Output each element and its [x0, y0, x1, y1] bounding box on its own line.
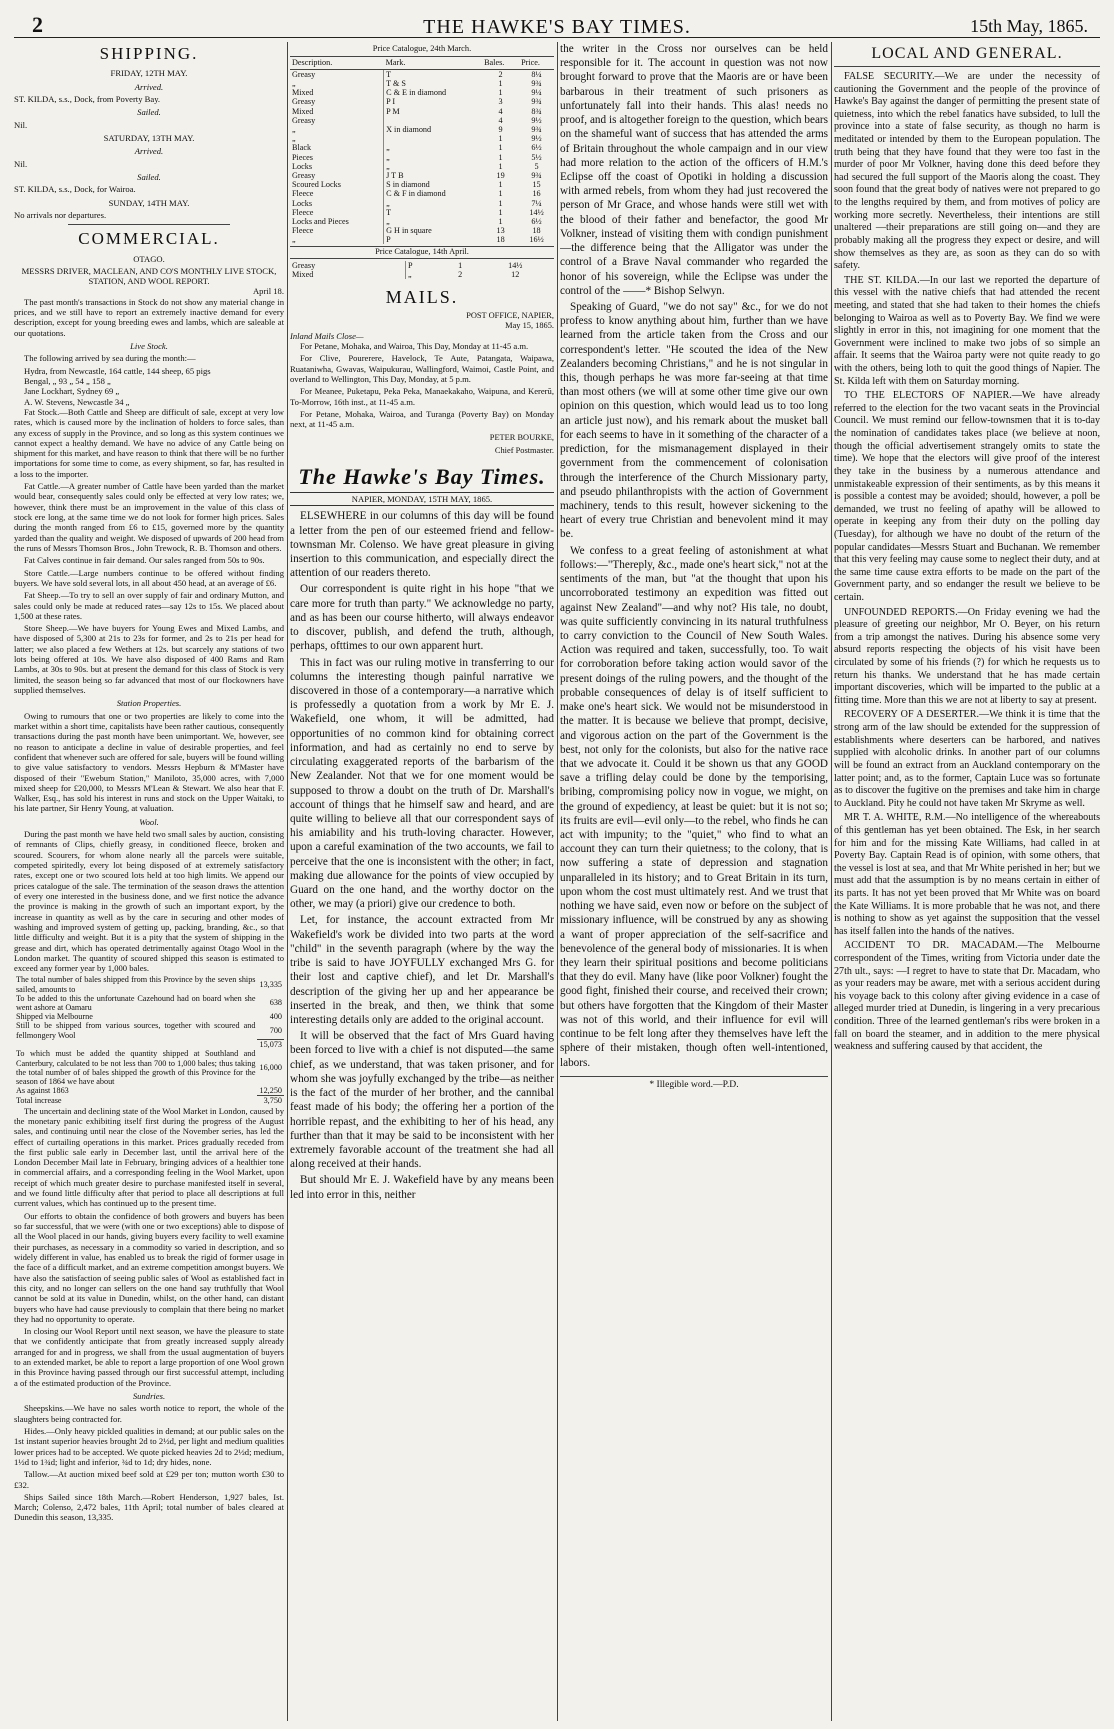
shipping-entry: No arrivals nor departures.	[14, 209, 107, 220]
table-cell: P M	[384, 107, 482, 116]
mail-entry: For Petane, Mohaka, and Wairoa, This Day, Monday at 11-45 a.m.	[300, 341, 529, 351]
paragraph: Let, for instance, the account extracted from Mr Wakefield's work be divided into two parts at the word "child" in the seventh paragraph (where by the way the tribe is said to have JOYFULLY exchanged Mrs G. for their lost and captive chief), and let Dr. Marshall's description of the giving her up and her appearance be inserted in the break, and then, we think that some interesting details only are added to the original account.	[290, 914, 554, 1027]
column-rule	[287, 42, 288, 1721]
table-cell: 6½	[531, 143, 542, 153]
day-heading: FRIDAY, 12TH MAY.	[110, 68, 188, 79]
table-cell: T & S	[384, 79, 482, 88]
arrival-row: A. W. Stevens, Newcastle 34 „	[24, 396, 130, 407]
table-cell: P I	[384, 97, 482, 106]
table-cell: Locks and Pieces	[292, 216, 349, 226]
catalogue-caption: Price Catalogue, 14th April.	[290, 246, 554, 258]
table-cell: Mixed	[292, 106, 314, 116]
table-row	[290, 125, 554, 134]
paragraph: It will be observed that the fact of Mrs Guard having been forced to live with a chief is not disputed—the same chief, as we understand, that was taken prisoner, and for whom she was joyfully exchanged by the tribe—as neither is the fact of the murder of her brother, and the cannibal feast made of his body; the offering her a portion of the horrible repast, and the exhibiting to her of his head, any further than that it may be said to be inconsistent with her extremely favorable account of the treatment she had all along received at their hands.	[290, 1030, 554, 1171]
table-row	[290, 143, 554, 152]
table-cell: 12,250	[259, 1086, 282, 1096]
table-cell: 6½	[531, 216, 542, 226]
table-row	[290, 153, 554, 162]
table-cell: Fleece	[292, 189, 314, 199]
masthead	[14, 14, 1100, 38]
table-cell: 14½	[529, 207, 544, 217]
table-cell: 9¾	[531, 125, 542, 135]
table-cell: 1	[498, 198, 503, 208]
table-cell: Greasy	[292, 97, 316, 107]
paragraph: Store Sheep.—We have buyers for Young Ewes and Mixed Lambs, and have disposed of 5,300 at 21s to 23s for former, and 2s to 21s per head for latter; we also placed a few Wethers at 12s. but scarcely any stations of two lots being offered at 10s. We have also disposed of 400 Rams and Ram Lambs, at 30s to 90s. but at present the demand for this class of Stock is very limited, the season being so far advanced that most of our flockowners have supplied themselves.	[14, 623, 284, 696]
table-cell: 9¾	[531, 79, 542, 89]
table-cell: Mixed	[292, 88, 314, 98]
table-row	[290, 97, 554, 106]
divider	[68, 224, 230, 225]
column-editorial-continued	[560, 42, 828, 1721]
table-cell: 400	[269, 1012, 282, 1022]
mails-heading: MAILS.	[385, 286, 459, 307]
table-cell: X in diamond	[384, 125, 482, 134]
subheading: Arrived.	[134, 81, 164, 92]
table-cell: 3	[498, 97, 503, 107]
price-catalogue-table	[290, 261, 554, 279]
issue-date: 15th May, 1865.	[970, 16, 1088, 36]
shipping-entry: ST. KILDA, s.s., Dock, for Wairoa.	[14, 184, 136, 195]
table-cell: 2	[458, 269, 463, 279]
table-cell: „	[384, 143, 482, 152]
paragraph: Our efforts to obtain the confidence of both growers and buyers has been so far successful, that we were (with one or two exceptions) able to dispose of all the Wool placed in our hands, giving buyers every facility to well examine their purchases, as necessary in a commodity so varied in description, and so widely different in value, has enabled us to break the rigid of former usage in the face of a difficult market, and an extreme competition amongst buyers. We have also the satisfaction of seeing public sales of Wool as established fact in this city, and no longer can sellers on the one hand say truthfully that Wool cannot be sold at its value in Dunedin, whilst, on the other hand, can distant buyers who have had cause previously to complain that there being no market they had no opportunity to operate.	[14, 1210, 284, 1324]
table-cell: G H in square	[384, 226, 482, 235]
table-cell: S in diamond	[384, 180, 482, 189]
paragraph: In closing our Wool Report until next season, we have the pleasure to state that we confidently anticipate that from greatly increased supply already arranged for and in progress, we shall from the usual augmentation of buyers to an extended market, be able to report a large proportion of one Wool grown in this Province having passed through our first successful attempt, including a of the estimated production of the Province.	[14, 1326, 284, 1388]
table-cell: 8¼	[531, 69, 542, 79]
table-cell: T	[384, 208, 482, 217]
report-date: April 18.	[252, 286, 284, 297]
table-cell: 2	[498, 69, 503, 79]
paragraph: MR T. A. WHITE, R.M.—No intelligence of the whereabouts of this gentleman has yet been obtained. The Esk, in her search for him and for the missing Kate Williams, had called in at Poverty Bay. Captain Read is of opinion, with some others, that the vessel is lost at sea, and that Mr White perished in her; but we must add that the assumption is by no means certain in either of its parts. It has not yet been proved that Mr White was on board the Kate Williams. It is more probable that he was not, and there is nothing to show as yet against the supposition that the vessel has itself fallen into the hands of the natives.	[834, 812, 1100, 937]
table-cell: 4	[498, 106, 503, 116]
table-cell: 13	[496, 226, 505, 236]
table-cell: Mixed	[292, 269, 314, 279]
table-cell: 18	[532, 226, 541, 236]
table-row	[14, 1021, 284, 1039]
table-cell: 1	[498, 152, 503, 162]
paragraph: But should Mr E. J. Wakefield have by any means been led into error in this, neither	[290, 1174, 554, 1201]
paragraph: The following arrived by sea during the month:—	[24, 353, 196, 364]
paragraph: Fat Cattle.—A greater number of Cattle have been yarded than the market would bear, consequently sales could only be effected at very low rates; we, however, think there must be an improvement in the value of this class of stock ere long, at the same time we do not look for former high prices. Sales during the month ranged from £6 to £15, governed more by the quantity yarded than the quality and weight. We disposed of upwards of 200 head from the runs of Messrs Thomson Bros., John Trewock, R. B. Thomson and others.	[14, 481, 284, 553]
table-cell: 16	[532, 189, 541, 199]
table-row	[290, 134, 554, 143]
paragraph: During the past month we have held two small sales by auction, consisting of remnants of Clips, chiefly greasy, in conditioned fleece, broken and scoured. Scourers, for whom alone nearly all the parcels were suitable, competed spiritedly, every lot being disposed of at extremely satisfactory rates, except one or two scoured lots held at too high limits. We append our prices catalogue of the sale. The termination of the season draws the attention of every one interested in the business done, and we first notice the advance the province is making in the growth of such an important export, by the increase in quantity as well as by the care in securing and other modes of washing and improved system of getting up, packing, branding, &c., so that little difficulty and weight. But it is a pity that the system of shipping in the grease and dirt, which has operated detrimentally against Otago Wool in the London market. The quantity of scoured shipped this season is estimated to exceed any former year by 1,000 bales.	[14, 829, 284, 974]
table-row	[14, 975, 284, 993]
table-cell: 1	[498, 79, 503, 89]
table-cell: P	[405, 261, 443, 270]
column-catalogue-mails-editorial	[290, 42, 554, 1721]
mail-entry: For Meanee, Puketapu, Peka Peka, Manaekakaho, Waipuna, and Kererū, To-Morrow, 16th inst., at 11-45 a.m.	[290, 386, 554, 407]
paragraph: the writer in the Cross nor ourselves can be held responsible for it. The account in question was not now brought forward to prove that the Maoris are or have been barbarous in their treatment of such prisoners as unfortunately fall into their hands. This alas! needs no proof, and is altogether foreign to the question, which bears on the shameful want of success that has attended the arms of Britain throughout the whole campaign and in our view had more relation to the action of the officers of H.M.'s Eclipse off the coast of Opotiki in holding a discussion with armed rebels, from whom they had just recovered the person of Mr Grace, and whose hands were still wet with the blood of their father and benefactor, the good Mr Volkner, instead of visiting them with condign punishment—the difference being that the Alligator was under the control of a Brave Naval commander who regarded the honor of his sovereign, while the Eclipse was under the control of the ——* Bishop Selwyn.	[560, 43, 828, 297]
paragraph: Sheepskins.—We have no sales worth notice to report, the whole of the slaughters being contracted for.	[14, 1403, 284, 1424]
subheading: Sundries.	[132, 1391, 166, 1402]
arrival-row: Jane Lockhart, Sydney 69 „	[24, 386, 120, 397]
column-shipping-commercial	[14, 42, 284, 1721]
paragraph: Hides.—Only heavy pickled qualities in demand; at our public sales on the 1st instant superior heavies brought 2d to 2½d, per light and medium qualities lower prices had to be accepted. We quote picked heavies 2d to 2½d; medium, 1½d to 1¾d; light and inferior, ¾d to 1d; dry hides, none.	[14, 1425, 284, 1467]
table-cell: 3,750	[257, 1096, 284, 1106]
table-cell: As against 1863	[16, 1086, 69, 1096]
table-cell: Total increase	[16, 1096, 62, 1106]
table-cell: 1	[498, 216, 503, 226]
subheading: Sailed.	[137, 171, 161, 182]
table-row	[290, 235, 554, 244]
post-office-line: POST OFFICE, NAPIER,	[466, 310, 554, 320]
table-cell: Greasy	[292, 69, 316, 79]
price-catalogue-table	[290, 56, 554, 244]
table-cell: 18	[496, 235, 505, 245]
table-cell: 9½	[531, 134, 542, 144]
table-cell: Greasy	[292, 170, 316, 180]
table-cell: P	[384, 235, 482, 244]
table-row	[14, 1086, 284, 1096]
paragraph: Tallow.—At auction mixed beef sold at £29 per ton; mutton worth £30 to £32.	[14, 1469, 284, 1490]
editorial-body	[290, 509, 554, 1202]
table-row	[290, 171, 554, 180]
subheading: Live Stock.	[130, 341, 168, 352]
paragraph: UNFOUNDED REPORTS.—On Friday evening we had the pleasure of greeting our neighbor, Mr O. Beyer, on his return from a trip amongst the natives. During his absence some very absurd reports respecting the objects of his visit have been circulated by some of his friends (?) for which he requests us to return his thanks. We understand that he has made certain important discoveries, which will be imparted to the public at a fitting time. More than this we are not at liberty to say at present.	[834, 606, 1100, 706]
paragraph: ACCIDENT TO DR. MACADAM.—The Melbourne correspondent of the Times, writing from Victoria under date the 27th ult., says: —I regret to have to state that Dr. Macadam, who as your readers may be aware, met with a serious accident during his voyage back to this colony after giving evidence in a case of alleged murder tried at Dunedin, is lingering in a very precarious condition. Three of the learned gentleman's ribs were broken in a fall on board the steamer, and in addition to the mere physical weakness and suffering caused by that accident, the	[834, 940, 1100, 1053]
paragraph: Store Cattle.—Large numbers continue to be offered without finding buyers. We have sold several lots, in all about 450 head, at an average of £6.	[14, 567, 284, 588]
page-number: 2	[32, 12, 43, 37]
table-cell: 15	[532, 180, 541, 190]
table-cell: Fleece	[292, 207, 314, 217]
paragraph: Ships Sailed since 18th March.—Robert Henderson, 1,927 bales, Ist. March; Colenso, 2,472 bales, 11th April; total number of bales cleared at Dunedin this season, 13,335.	[14, 1491, 284, 1523]
table-row	[290, 261, 554, 270]
table-row	[290, 88, 554, 97]
table-cell: 9¾	[531, 97, 542, 107]
table-row	[290, 116, 554, 125]
table-cell: 1	[458, 260, 463, 270]
column-header: Description.	[290, 57, 384, 70]
table-cell: 1	[498, 143, 503, 153]
table-cell: Fleece	[292, 226, 314, 236]
table-cell: 19	[496, 170, 505, 180]
catalogue-caption: Price Catalogue, 24th March.	[372, 44, 472, 53]
table-cell: 5	[534, 161, 539, 171]
column-rule	[831, 42, 832, 1721]
table-row	[290, 199, 554, 208]
table-cell: 7¼	[531, 198, 542, 208]
paragraph: RECOVERY OF A DESERTER.—We think it is time that the strong arm of the law should be extended for the suppression of establishments where deserters can be harbored, and natives supplied with alcoholic drinks. In another part of our columns will be found an extract from an Auckland contemporary on the latter point; and, as to the former, Captain Luce was so fortunate as to discover the fugitive on the premises and take him in charge to Auckland. Pity he could not have taken Mr Skryme as well.	[834, 709, 1100, 809]
table-row	[290, 189, 554, 198]
table-cell: 12	[511, 269, 520, 279]
paragraph: The uncertain and declining state of the Wool Market in London, caused by the monetary panic exhibiting itself first during the progress of the August sales, and continuing until near the close of the November series, has led the effect of curtailing operations in this market. Prices gradually receded from the first public sale early in December last, until the arrival here of the London December Mail late in February, bringing advices of a healthier tone in commercial affairs, and a corresponding feeling in the Wool Market, upon receipt of which much greater desire to purchase manifested itself in several, and we found little difficulty after that period to place all descriptions at full current values, which has continued up to the present time.	[14, 1105, 284, 1209]
table-cell: „	[292, 125, 296, 135]
shipping-entry: ST. KILDA, s.s., Dock, from Poverty Bay.	[14, 94, 161, 105]
day-heading: SUNDAY, 14TH MAY.	[108, 197, 190, 208]
table-cell: Black	[292, 143, 312, 153]
paragraph: Speaking of Guard, "we do not say" &c., for we do not profess to know anything about him, further than we have learned from the article taken from the Cross and our correspondent's letter. "He scouted the idea of the New Zealanders becoming Christians," and he is not singular in this, though perhaps he was more far-seeing at that time than most others (we will at some other time give our own opinion on this question, which would lead us to too long an article just now), and his remark about the musket ball for each seems to have in it something of the character of a prediction, for the mismanagement displayed in their government from the commencement of colonisation through the interference of the Church Missionary party, and pseudo philanthropists with the action of Government machinery, tends to this result, however sickening to the heart of every true Christian and benevolent mind it may be.	[560, 300, 828, 541]
table-cell: 9¾	[531, 170, 542, 180]
table-cell: Still to be shipped from various sources, together with scoured and fellmongery Wool	[16, 1021, 256, 1040]
table-row	[14, 1040, 284, 1050]
table-cell: 9½	[531, 115, 542, 125]
table-row	[290, 107, 554, 116]
paragraph: Fat Calves continue in fair demand. Our sales ranged from 50s to 90s.	[24, 555, 265, 566]
paragraph: Fat Stock.—Both Cattle and Sheep are difficult of sale, except at very low rates, which is caused more by the inclination of holders to force sales, than any excess of supply in the Province, and so long as this system continues we cannot expect a healthy demand. We have no advice of any Cattle being on shipment for this market, and have reason to think that there will be no further importations for some time to come, as every shipment, so far, has resulted in a loss to the importer.	[14, 406, 284, 479]
table-row	[290, 79, 554, 88]
shipping-heading: SHIPPING.	[99, 44, 199, 63]
arrival-row: Hydra, from Newcastle, 164 cattle, 144 sheep, 65 pigs	[24, 365, 211, 376]
table-cell: „	[384, 217, 482, 226]
table-cell: C & F in diamond	[384, 189, 482, 198]
table-cell: 9	[498, 125, 503, 135]
table-cell: 700	[269, 1025, 282, 1035]
table-cell: „	[384, 153, 482, 162]
table-cell: 15,073	[259, 1040, 282, 1050]
table-cell: 1	[498, 134, 503, 144]
table-cell: 5½	[531, 152, 542, 162]
post-office-date: May 15, 1865.	[505, 320, 554, 330]
table-cell: „	[384, 199, 482, 208]
table-cell: 13,335	[259, 980, 282, 990]
table-cell: 1	[498, 161, 503, 171]
arrival-row: Bengal, „ 93 „ 54 „ 158 „	[24, 375, 111, 386]
mail-entry: For Clive, Pourerere, Havelock, Te Aute, Patangata, Waipawa, Ruataniwha, Gwavas, Waipukurau, Wallingford, Waimoi, Castle Point, and overland to Wellington, This Day, Monday, at 5 p.m.	[290, 353, 554, 384]
table-cell: The total number of bales shipped from this Province by the seven ships sailed, amounts to	[16, 975, 256, 994]
table-cell: Shipped via Melbourne	[16, 1012, 93, 1022]
table-cell: Greasy	[292, 260, 316, 270]
subheading: Wool.	[139, 816, 159, 827]
table-cell: C & E in diamond	[384, 88, 482, 97]
table-cell: Locks	[292, 198, 313, 208]
table-row	[14, 1012, 284, 1021]
table-cell: 9¼	[531, 88, 542, 98]
mail-entry: For Petane, Mohaka, Wairoa, and Turanga (Poverty Bay) on Monday next, at 11-45 a.m.	[290, 408, 554, 430]
table-row	[290, 162, 554, 171]
column-header: Mark.	[384, 57, 482, 70]
column-local-general	[834, 42, 1100, 1721]
table-cell: Greasy	[292, 115, 316, 125]
shipping-entry: Nil.	[14, 119, 28, 130]
subheading: Arrived.	[134, 146, 164, 157]
table-cell: J T B	[384, 171, 482, 180]
day-heading: SATURDAY, 13TH MAY.	[103, 132, 195, 143]
paragraph: ELSEWHERE in our columns of this day will be found a letter from the pen of our esteemed friend and fellow-townsman Mr. Colenso. We have great pleasure in giving insertion to this communication, and especially direct the attention of our readers thereto.	[290, 510, 554, 580]
table-cell: 16½	[529, 235, 544, 245]
table-cell: 638	[269, 998, 282, 1008]
signatory-title: Chief Postmaster.	[494, 445, 554, 455]
local-general-heading: LOCAL AND GENERAL.	[834, 44, 1100, 67]
signatory: PETER BOURKE,	[489, 432, 554, 442]
table-cell: „	[384, 162, 482, 171]
table-row	[290, 69, 554, 79]
commercial-heading: COMMERCIAL.	[78, 229, 220, 249]
paragraph: This in fact was our ruling motive in transferring to our columns the interesting though painful narrative we discovered in those of a contemporary—a narrative which is professedly a quotation from a work by Mr E. J. Wakefield, one whom, it will be admitted, had opportunities of no common kind for obtaining correct information, and had as certainly no end to serve by circulating exaggerated reports of the barbarism of the New Zealander. Not that we for one moment would be supposed to throw a doubt on the truth of Dr. Marshall's account of things that he himself saw and heard, and are quite willing to believe all that our correspondent says of his amiability and his truth-loving character. However, upon a careful examination of the two accounts, we fail to perceive that the one is inconsistent with the other; in fact, making due allowance for the points of view occupied by Guard on the one hand, and the worthy doctor on the other, we may (a priori) give our credence to both.	[290, 656, 554, 911]
mails-subheading: Inland Mails Close—	[290, 330, 364, 341]
subheading: Station Properties.	[116, 698, 182, 709]
table-row	[14, 994, 284, 1012]
newspaper-title: THE HAWKE'S BAY TIMES.	[423, 16, 691, 38]
paragraph: The past month's transactions in Stock do not show any material change in prices, and we still have to report an extremely inactive demand for every description, except for young breeding ewes and lambs, which are saleable at our quotations.	[14, 296, 284, 338]
report-heading: MESSRS DRIVER, MACLEAN, AND CO'S MONTHLY LIVE STOCK, STATION, AND WOOL REPORT.	[21, 265, 277, 287]
table-row	[290, 208, 554, 217]
column-rule	[557, 42, 558, 1721]
table-cell: Locks	[292, 161, 313, 171]
paragraph: We confess to a great feeling of astonishment at what follows:—"Thereply, &c., made one's heart sick," not at the sentiments of the man, but "at the thought that upon his uncorroborated testimony an expedition was fitted out against New Zealand"—and why not? His tale, no doubt, was quite sufficiently convincing in its natural truthfulness to carry conviction to the Council of New South Wales. Action was required and taken, successfully, too. To wait for corroboration before taking action would savor of the present doings of the ruling powers, and the thought of the probable consequences of delay is of itself sufficient to make one's heart sick. We would not be misunderstood in the matter. It is because we believe that prompt, decisive, and vigorous action on the part of the Government is the best, not only for the colonists, but also for the native race that we advocate it. Could it be shown us that any GOOD save a trifling delay could be done by the temporising, bribing, compromising policy now in vogue, we might, on the ground of expediency, at least be quiet: but it is not so; its fruits are evil—evil only—to the rebel, who finds he can act with impunity; to the "quiet," who find to what an account they can turn their quietness; to the colony, that is now suffering a state of depression and stagnation unparalleled in its history; and to Great Britain in its turn, upon whom the cost must ultimately rest. And we trust that nothing we have said, even now or before on the subject of missionary influence, will be construed by any as showing a want of proper appreciation of the self-sacrifice and benevolence of the general body of missionaries. It is when they learn their spiritual positions and become politicians that they do evil. Many have (like poor Volkner) fought the good fight, finished their course, and received their crown; but others have forgotten that the Kingdom of their Master was not of this world, and their influence for evil will continue to be felt long after they themselves have left the sphere of their mistaken, though often well-intentioned, labors.	[560, 544, 828, 1069]
table-header-row	[290, 57, 554, 70]
table-cell: „	[405, 270, 443, 279]
table-cell	[384, 116, 482, 125]
table-cell: 8¾	[531, 106, 542, 116]
table-cell: 1	[498, 189, 503, 199]
paragraph: THE ST. KILDA.—In our last we reported the departure of this vessel with the native chiefs that had attended the recent meeting, and stated that she had taken to their homes the chiefs belonging to Wairoa as well as to Poverty Bay. We find we were slightly in error in this, not imagining for one moment that the Government were inclined to make two jobs of so simple an affair. It seems that the Wairoa party were not quite ready to go with the others, being loth to quit the good things of Napier. The St. Kilda left with them on Saturday morning.	[834, 274, 1100, 387]
table-cell: To be added to this the unfortunate Cazehound had on board when she went ashore at Oamaru	[16, 993, 256, 1013]
table-cell: 1	[498, 88, 503, 98]
region-heading: OTAGO.	[133, 253, 165, 264]
paragraph: TO THE ELECTORS OF NAPIER.—We have already referred to the election for the two vacant seats in the Provincial Council. We must remind our fellow-townsmen that it is to-day the nomination of candidates takes place (we believe at noon, though the official advertisement strangely omits to state the time). We hope that the electors will give proof of the interest they take in the business by a numerous attendance and unmistakeable expression of their sentiments, as by this means it is possible a contest may be avoided; should, however, a poll be demanded, we trust no feeling of apathy will be allowed to operate in keeping any from their duty on the polling day (Tuesday), for although we have no doubt of the return of the popular candidates—Messrs Stuart and Buchanan. We remember that this very feeling may cause some to neglect their duty, and at the same time cause extra efforts to be made on the part of the Government party, and so endanger the result we believe to be certain.	[834, 390, 1100, 603]
table-cell: 16,000	[259, 1063, 282, 1073]
footnote: * Illegible word.—P.D.	[560, 1076, 828, 1091]
table-cell: 1	[498, 180, 503, 190]
editorial-dateline: NAPIER, MONDAY, 15TH MAY, 1865.	[290, 492, 554, 506]
table-row	[290, 270, 554, 279]
column-header: Price.	[519, 57, 554, 70]
table-cell: 4	[498, 115, 503, 125]
newspaper-banner: The Hawke's Bay Times.	[298, 463, 546, 489]
table-cell	[384, 134, 482, 143]
table-cell: 14½	[508, 260, 523, 270]
paragraph: Fat Sheep.—To try to sell an over supply of fair and ordinary Mutton, and sales could only be made at reduced rates—say 12s to 15s. We placed about 1,500 at these rates.	[14, 590, 284, 621]
paragraph: FALSE SECURITY.—We are under the necessity of cautioning the Government and the people of the province of Hawke's Bay against the danger of permitting the present state of quietness, into which the rebel fanatics have subsided, to lull the province into a state of false security, as though no harm is meditated or intended by them to the European population. The truth being that they have found that they were too fast in the murder of poor Mr Volkner, having done this deed before they had secured the full support of the Maoris along the coast. They soon found that the great body of natives were not prepared to go to the lengths required by them, and from motives of policy are working more secretly. Nevertheless, their intentions are still unaltered —their preparations are still going on—and they are probably making all the progress they expect or desire, and will show themselves as they are, as soon as they can do so with safety.	[834, 71, 1100, 272]
table-row	[290, 180, 554, 189]
table-row	[14, 1096, 284, 1106]
table-cell: Pieces	[292, 152, 313, 162]
column-header: Bales.	[482, 57, 519, 70]
table-row	[290, 226, 554, 235]
table-cell: 1	[498, 207, 503, 217]
wool-summary-table	[14, 975, 284, 1105]
table-cell: Scoured Locks	[292, 180, 341, 190]
table-cell: „	[292, 134, 296, 144]
table-cell: T	[384, 69, 482, 79]
table-cell: „	[292, 79, 296, 89]
table-cell: To which must be added the quantity shipped at Southland and Canterbury, calculated to be not less than 700 to 1,000 bales; thus taking the total number of of bales shipped the growth of this Province for the season of 1864 we have about	[16, 1049, 256, 1087]
table-row	[14, 1049, 284, 1086]
shipping-entry: Nil.	[14, 158, 28, 169]
paragraph: Our correspondent is quite right in his hope "that we care more for truth than party." We acknowledge no party, and as has been our course hitherto, will always endeavor to discover, publish, and defend the truth, although, perhaps, ofttimes to our own apparent hurt.	[290, 583, 554, 653]
table-row	[290, 217, 554, 226]
table-cell: „	[292, 235, 296, 245]
paragraph: Owing to rumours that one or two properties are likely to come into the market within a short time, capitalists have been rather cautious, consequently transactions during the past month have been unimportant. We, however, see no reason to anticipate a decline in value of desirable properties, and feel confident that whenever such are offered for sale, buyers will be found willing to give value satisfactory to vendors. Messrs Hepburn & M'Master have disposed of their "Ewebum Station," Maniloto, 35,000 acres, with 7,000 mixed sheep for £20,000, to Messrs M'Lean & Stewart. We also hear that F. Walker, Esq., has sold his interest in runs and stock on the Upper Waitaki, to his late partner, Sir Henry Young, at valuation.	[14, 710, 284, 814]
subheading: Sailed.	[137, 107, 161, 118]
